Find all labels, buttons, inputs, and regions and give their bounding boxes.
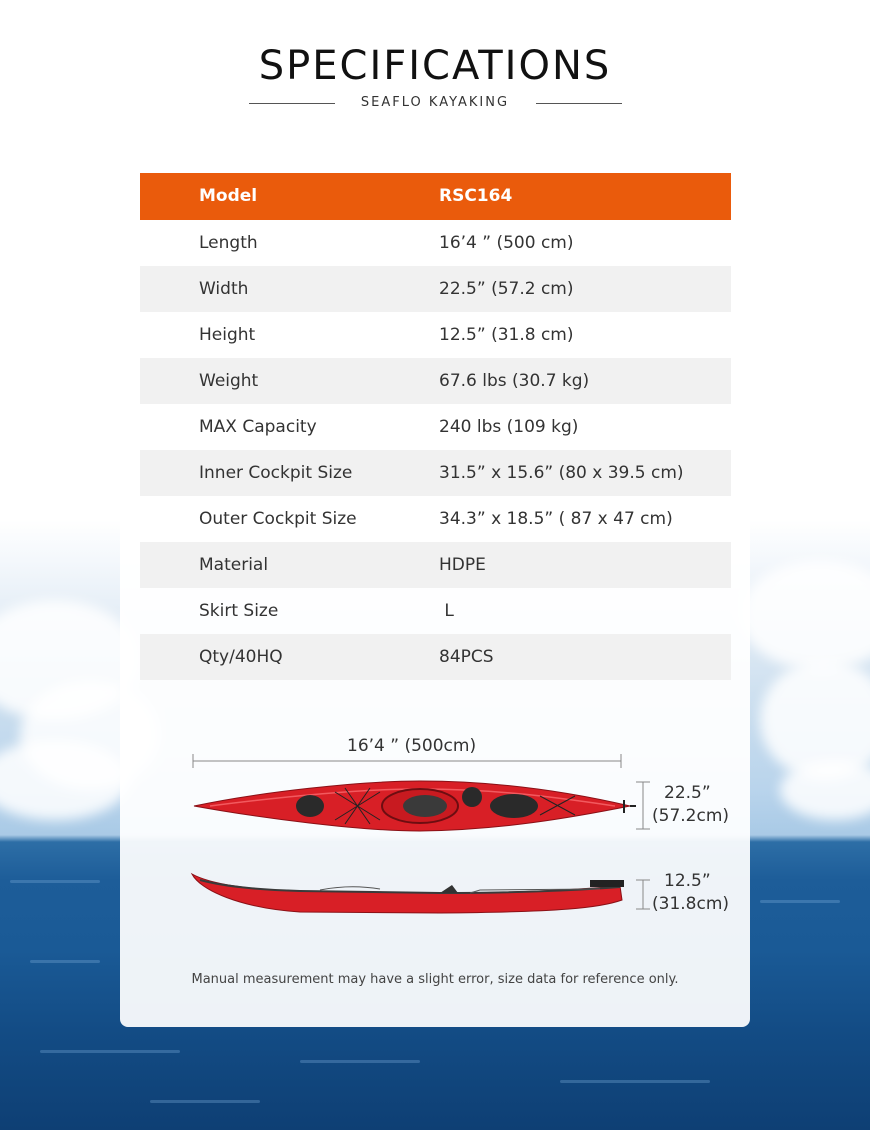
page-subtitle: SEAFLO KAYAKING xyxy=(360,95,510,110)
page-title: SPECIFICATIONS xyxy=(258,43,612,89)
spec-label: Weight xyxy=(199,371,259,391)
spec-value: 22.5” (57.2 cm) xyxy=(439,279,574,299)
spec-value: HDPE xyxy=(439,555,486,575)
spec-label: Material xyxy=(199,555,269,575)
spec-value: 31.5” x 15.6” (80 x 39.5 cm) xyxy=(439,463,684,483)
spec-label: Qty/40HQ xyxy=(199,647,283,667)
kayak-top-view xyxy=(194,781,636,831)
spec-label: MAX Capacity xyxy=(199,417,317,437)
spec-value: 12.5” (31.8 cm) xyxy=(439,325,574,345)
spec-value: 34.3” x 18.5” ( 87 x 47 cm) xyxy=(439,509,673,529)
front-hatch-icon xyxy=(296,795,324,817)
height-dimension-inch: 12.5” xyxy=(664,871,711,891)
spec-value: 67.6 lbs (30.7 kg) xyxy=(439,371,590,391)
length-dimension-label: 16’4 ” (500cm) xyxy=(347,736,477,756)
spec-header-label: Model xyxy=(199,186,258,206)
width-dimension-cm: (57.2cm) xyxy=(652,806,730,826)
measurement-note: Manual measurement may have a slight error, size data for reference only. xyxy=(191,972,679,987)
spec-label: Height xyxy=(199,325,256,345)
spec-label: Width xyxy=(199,279,249,299)
height-dimension-cm: (31.8cm) xyxy=(652,894,730,914)
rudder-icon xyxy=(590,880,624,887)
spec-label: Outer Cockpit Size xyxy=(199,509,357,529)
spec-label: Inner Cockpit Size xyxy=(199,463,353,483)
spec-header-value: RSC164 xyxy=(439,186,513,206)
spec-label: Length xyxy=(199,233,258,253)
kayak-side-view xyxy=(192,874,624,913)
length-dimension-line xyxy=(193,754,621,768)
spec-label: Skirt Size xyxy=(199,601,279,621)
height-dimension-line xyxy=(636,880,650,909)
width-dimension-inch: 22.5” xyxy=(664,783,711,803)
spec-value: 16’4 ” (500 cm) xyxy=(439,233,574,253)
spec-value: L xyxy=(439,601,454,621)
width-dimension-line xyxy=(636,782,650,829)
rear-hatch-icon xyxy=(490,794,538,818)
day-hatch-icon xyxy=(462,787,482,807)
spec-value: 240 lbs (109 kg) xyxy=(439,417,579,437)
spec-value: 84PCS xyxy=(439,647,494,667)
